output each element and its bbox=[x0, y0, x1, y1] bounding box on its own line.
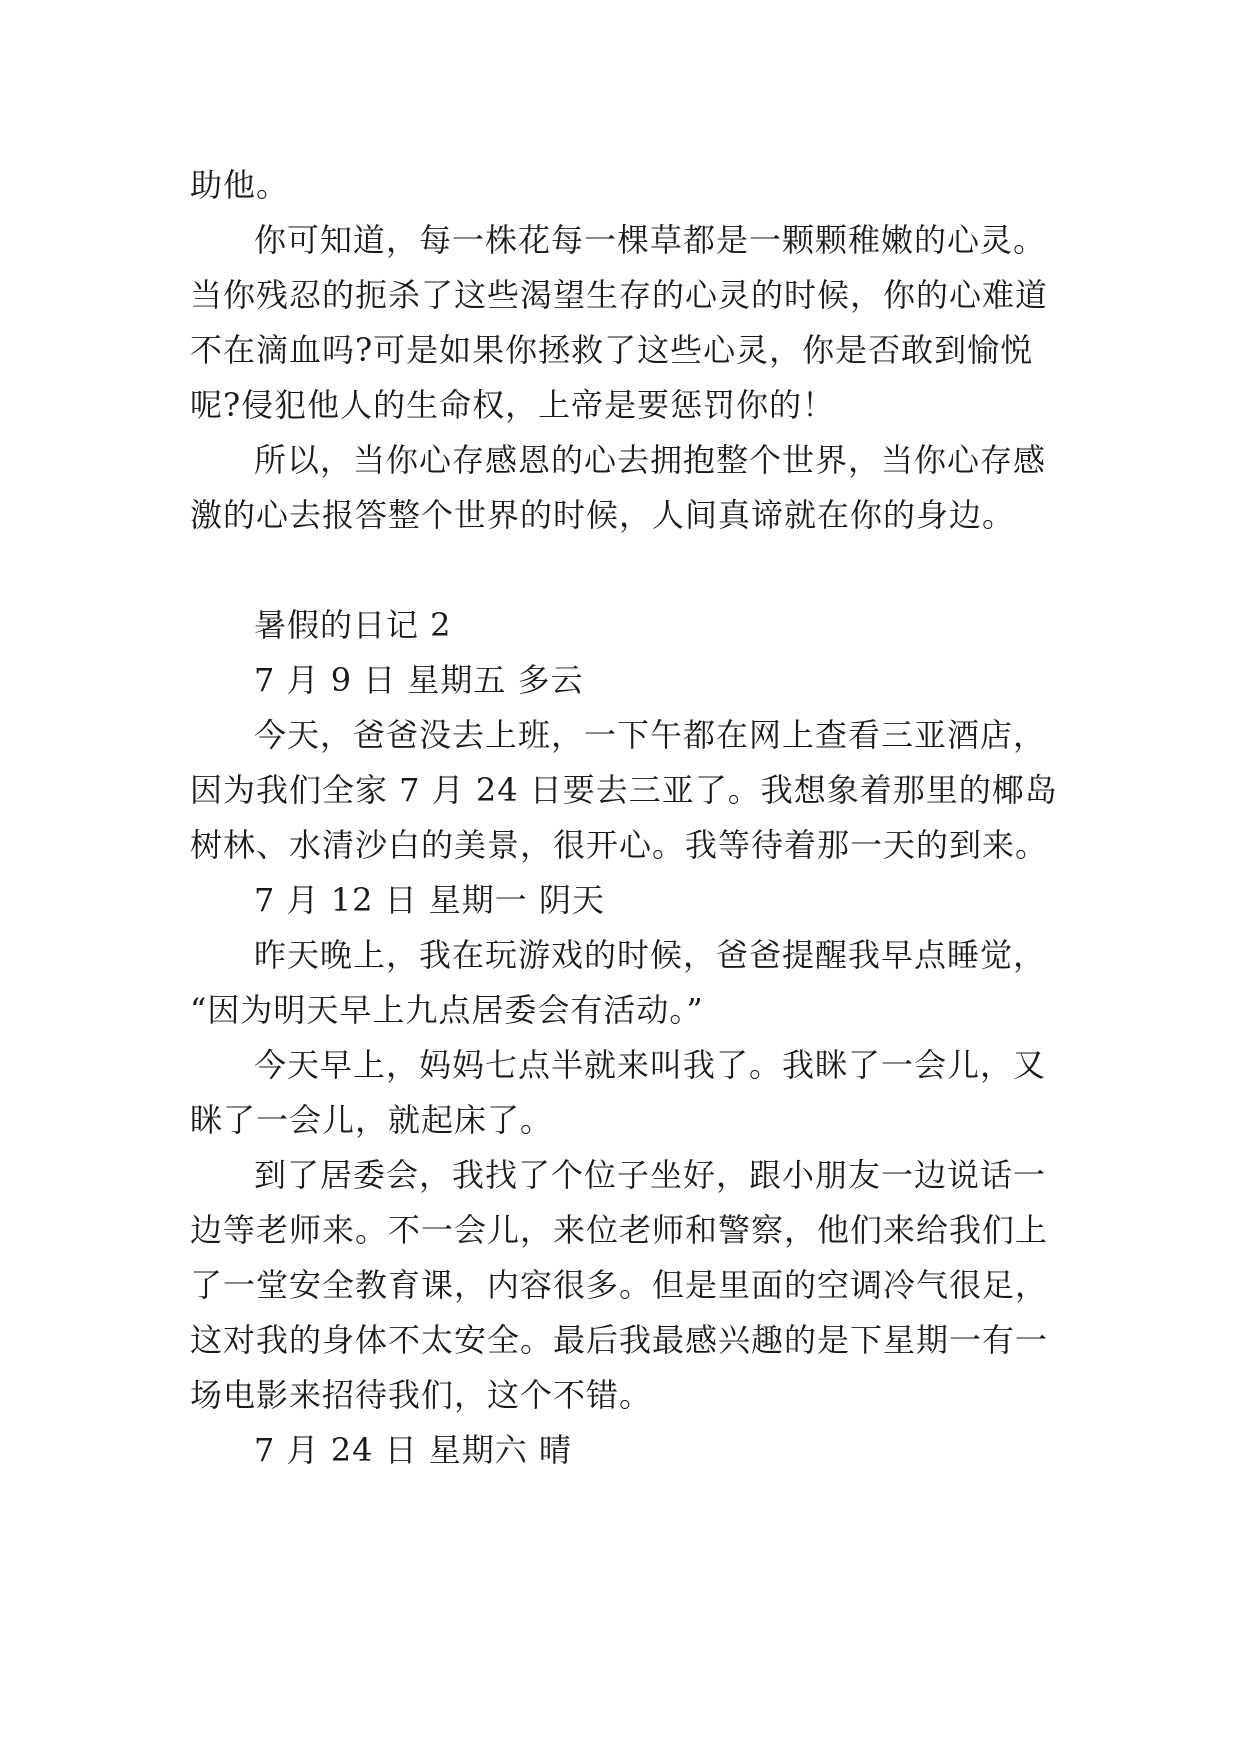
paragraph-line: 今天，爸爸没去上班，一下午都在网上查看三亚酒店， bbox=[254, 716, 1047, 754]
paragraph-line: 边等老师来。不一会儿，来位老师和警察，他们来给我们上 bbox=[190, 1211, 1049, 1249]
paragraph-line: 到了居委会，我找了个位子坐好，跟小朋友一边说话一 bbox=[254, 1156, 1047, 1194]
paragraph-line: 助他。 bbox=[190, 166, 290, 204]
paragraph bbox=[190, 433, 1070, 543]
paragraph-line: 不在滴血吗?可是如果你拯救了这些心灵，你是否敢到愉悦 bbox=[190, 331, 1034, 369]
diary-date: 7 月 9 日 星期五 多云 bbox=[254, 661, 584, 699]
paragraph bbox=[190, 1038, 1070, 1148]
paragraph-line: 激的心去报答整个世界的时候，人间真谛就在你的身边。 bbox=[190, 496, 1016, 534]
paragraph-line: 昨天晚上，我在玩游戏的时候，爸爸提醒我早点睡觉， bbox=[254, 936, 1047, 974]
paragraph-line: 因为我们全家 7 月 24 日要去三亚了。我想象着那里的椰岛 bbox=[190, 771, 1058, 809]
paragraph-line: 今天早上，妈妈七点半就来叫我了。我眯了一会儿，又 bbox=[254, 1046, 1047, 1084]
diary-title: 暑假的日记 2 bbox=[254, 606, 452, 644]
paragraph-line: 当你残忍的扼杀了这些渴望生存的心灵的时候，你的心难道 bbox=[190, 276, 1049, 314]
paragraph-line: 这对我的身体不太安全。最后我最感兴趣的是下星期一有一 bbox=[190, 1321, 1049, 1359]
paragraph-line: 所以，当你心存感恩的心去拥抱整个世界，当你心存感 bbox=[254, 441, 1047, 479]
paragraph-line: 眯了一会儿，就起床了。 bbox=[190, 1101, 554, 1139]
paragraph-line: 你可知道，每一株花每一棵草都是一颗颗稚嫩的心灵。 bbox=[254, 221, 1047, 259]
diary-date: 7 月 12 日 星期一 阴天 bbox=[254, 881, 605, 919]
paragraph-line: 了一堂安全教育课，内容很多。但是里面的空调冷气很足， bbox=[190, 1266, 1049, 1304]
diary-date: 7 月 24 日 星期六 晴 bbox=[254, 1431, 572, 1469]
paragraph-line: 呢?侵犯他人的生命权，上帝是要惩罚你的！ bbox=[190, 386, 836, 424]
section-gap bbox=[190, 543, 1070, 598]
paragraph bbox=[190, 213, 1070, 433]
document-body bbox=[190, 158, 1070, 1478]
paragraph-line: 树林、水清沙白的美景，很开心。我等待着那一天的到来。 bbox=[190, 826, 1049, 864]
paragraph bbox=[190, 1148, 1070, 1423]
paragraph-line: “因为明天早上九点居委会有活动。” bbox=[190, 991, 704, 1029]
paragraph-line: 场电影来招待我们，这个不错。 bbox=[190, 1376, 653, 1414]
paragraph bbox=[190, 708, 1070, 873]
paragraph bbox=[190, 928, 1070, 1038]
